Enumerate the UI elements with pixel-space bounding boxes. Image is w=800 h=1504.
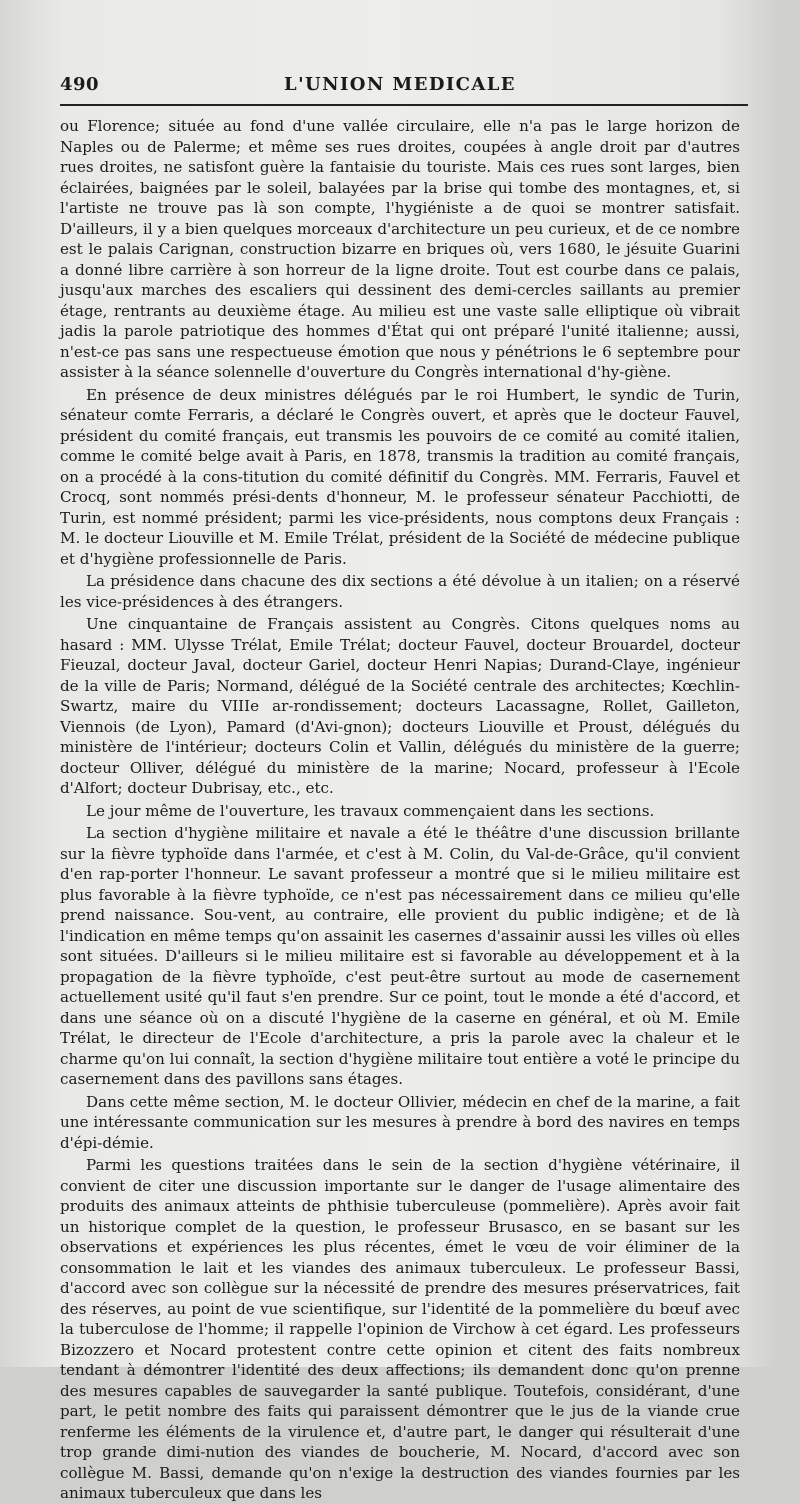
paragraph-3: La présidence dans chacune des dix sections a été dévolue à un italien; on a réservé les vice-présidences à des étrangers. [60,572,740,611]
paragraph-2: En présence de deux ministres délégués par le roi Humbert, le syndic de Turin, sénateur comte Ferraris, a déclaré le Congrès ouvert, et après que le docteur Fauvel, président du comité français, eut transmis les pouvoirs de ce comité au comité italien, comme le comité belge avait à Paris, en 1878, transmis la tradition au comité français, on a procédé à la cons-titution du comité définitif du Congrès. MM. Ferraris, Fauvel et Crocq, sont nommés prési-dents d'honneur, M. le professeur sénateur Pacchiotti, de Turin, est nommé président; parmi les vice-présidents, nous comptons deux Français : M. le docteur Liouville et M. Emile Trélat, président de la Société de médecine publique et d'hygiène professionnelle de Paris. [60,385,740,568]
paragraph-6: La section d'hygiène militaire et navale a été le théâtre d'une discussion brillante sur la fièvre typhoïde dans l'armée, et c'est à M. Colin, du Val-de-Grâce, qu'il convient d'en rap-porter l'honneur. Le savant professeur a montré que si le milieu militaire est plus favorable à la fièvre typhoïde, ce n'est pas nécessairement dans ce milieu qu'elle prend naissance. Sou-vent, au contraire, elle provient du public indigène; et de là l'indication en même temps qu'on assainit les casernes d'assainir aussi les villes où elles sont situées. D'ailleurs si le milieu militaire est si favorable au développement et à la propagation de la fièvre typhoïde, c'est peut-être surtout au mode de casernement actuellement usité qu'il faut s'en prendre. Sur ce point, tout le monde a été d'accord, et dans une séance où on a discuté l'hygiène de la caserne en général, et où M. Emile Trélat, le directeur de l'Ecole d'architecture, a pris la parole avec la chaleur et le charme qu'on lui connaît, la section d'hygiène militaire tout entière a voté le principe du casernement dans des pavillons sans étages. [60,824,740,1088]
paragraph-4: Une cinquantaine de Français assistent au Congrès. Citons quelques noms au hasard : MM. Ulysse Trélat, Emile Trélat; docteur Fauvel, docteur Brouardel, docteur Fieuzal, docteur Javal, docteur Gariel, docteur Henri Napias; Durand-Claye, ingénieur de la ville de Paris; Normand, délégué de la Société centrale des architectes; Kœchlin-Swartz, maire du VIIIe ar-rondissement; docteurs Lacassagne, Rollet, Gailleton, Viennois (de Lyon), Pamard (d'Avi-gnon); docteurs Liouville et Proust, délégués du ministère de l'intérieur; docteurs Colin et Vallin, délégués du ministère de la guerre; docteur Olliver, délégué du ministère de la marine; Nocard, professeur à l'Ecole d'Alfort; docteur Dubrisay, etc., etc. [60,615,740,797]
paragraph-1: ou Florence; située au fond d'une vallée circulaire, elle n'a pas le large horizon de Naples ou de Palerme; et même ses rues droites, coupées à angle droit par d'autres rues droites, ne satisfont guère la fantaisie du touriste. Mais ces rues sont larges, bien éclairées, baignées par le soleil, balayées par la brise qui tombe des montagnes, et, si l'artiste ne trouve pas là son compte, l'hygiéniste a de quoi se montrer satisfait. D'ailleurs, il y a bien quelques morceaux d'architecture un peu curieux, et de ce nombre est le palais Carignan, construction bizarre en briques où, vers 1680, le jésuite Guarini a donné libre carrière à son horreur de la ligne droite. Tout est courbe dans ce palais, jusqu'aux marches des escaliers qui dessinent des demi-cercles saillants au premier étage, rentrants au deuxième étage. Au milieu est une vaste salle elliptique où vibrait jadis la parole patriotique des hommes d'État qui ont préparé l'unité italienne; aussi, n'est-ce pas sans une respectueuse émotion que nous y pénétrions le 6 septembre pour assister à la séance solennelle d'ouverture du Congrès international d'hy-giène. [60,117,740,381]
header-rule [60,104,748,106]
paragraph-8: Parmi les questions traitées dans le sein de la section d'hygiène vétérinaire, il convient de citer une discussion importante sur le danger de l'usage alimentaire des produits des animaux atteints de phthisie tuberculeuse (pommelière). Après avoir fait un historique complet de la question, le professeur Brusasco, en se basant sur les observations et expériences les plus récentes, émet le vœu de voir éliminer de la consommation le lait et les viandes des animaux tuberculeux. Le professeur Bassi, d'accord avec son collègue sur la nécessité de prendre des mesures préservatrices, fait des réserves, au point de vue scientifique, sur l'identité de la pommelière du bœuf avec la tuberculose de l'homme; il rappelle l'opinion de Virchow à cet égard. Les professeurs Bizozzero et Nocard protestent contre cette opinion et citent des faits nombreux tendant à démontrer l'identité des deux affections; ils demandent donc qu'on prenne des mesures capables de sauvegarder la santé publique. Toutefois, considérant, d'une part, le petit nombre des faits qui paraissent démontrer que le jus de la viande crue renferme les éléments de la virulence et, d'autre part, le danger qui résulterait d'une trop grande dimi-nution des viandes de boucherie, M. Nocard, d'accord avec son collègue M. Bassi, demande qu'on n'exige la destruction des viandes fournies par les animaux tuberculeux que dans les [60,1156,740,1502]
page-number: 490 [60,74,100,95]
journal-title: L'UNION MEDICALE [284,74,516,95]
paragraph-5: Le jour même de l'ouverture, les travaux commençaient dans les sections. [86,801,655,820]
paragraph-7: Dans cette même section, M. le docteur Ollivier, médecin en chef de la marine, a fait une intéressante communication sur les mesures à prendre à bord des navires en temps d'épi-démie. [60,1092,740,1152]
body-text [60,116,740,1504]
running-head [60,74,740,100]
